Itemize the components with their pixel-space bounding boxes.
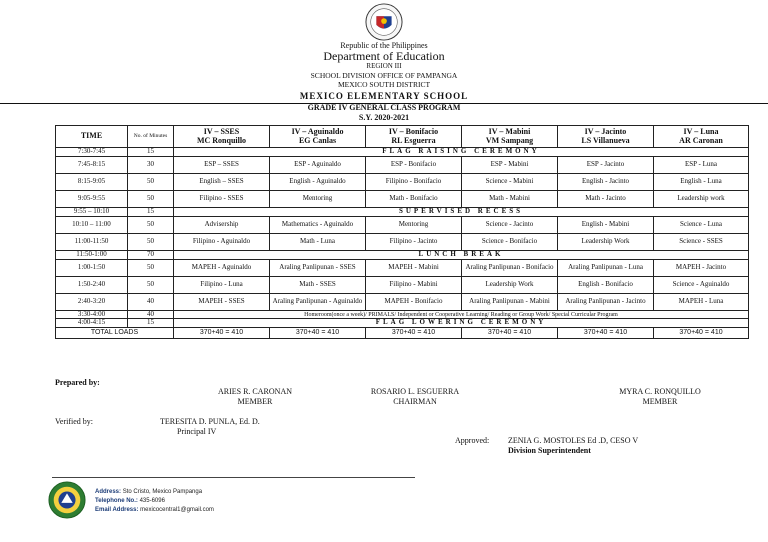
verifier-name: TERESITA D. PUNLA, Ed. D. (160, 417, 260, 426)
total-loads-row (56, 327, 749, 338)
minutes-cell: 40 (128, 294, 174, 311)
schedule-row (56, 217, 749, 234)
subject-cell: ESP - Jacinto (558, 157, 654, 174)
subject-cell: Araling Panlipunan - Luna (558, 260, 654, 277)
signatory-name: ARIES R. CARONAN (217, 387, 292, 396)
approver-role: Division Superintendent (508, 445, 591, 455)
total-load-cell: 370+40 = 410 (654, 327, 749, 338)
subject-cell: English – SSES (174, 174, 270, 191)
schedule-span-row (56, 319, 749, 327)
subject-cell: Math - Jacinto (558, 191, 654, 208)
subject-cell: MAPEH - Jacinto (654, 260, 749, 277)
subject-cell: Araling Panlipunan - Mabini (462, 294, 558, 311)
span-activity-cell: SUPERVISED RECESS (174, 208, 749, 217)
schedule-row (56, 277, 749, 294)
time-cell: 3:30-4:00 (56, 311, 128, 319)
span-activity-cell: FLAG LOWERING CEREMONY (174, 319, 749, 327)
schedule-span-row (56, 251, 749, 260)
subject-cell: Araling Panlipunan - Aguinaldo (270, 294, 366, 311)
subject-cell: Advisership (174, 217, 270, 234)
class-program-table (55, 125, 749, 339)
footer-address: Address: Sto Cristo, Mexico Pampanga (95, 489, 203, 495)
signatory-role: MEMBER (642, 396, 678, 406)
approver-block (508, 436, 638, 455)
subject-cell: Math - Luna (270, 234, 366, 251)
subject-cell: Science - Bonifacio (462, 234, 558, 251)
subject-cell: English - Luna (654, 174, 749, 191)
subject-cell: Mentoring (366, 217, 462, 234)
verifier-block (160, 417, 260, 436)
minutes-cell: 15 (128, 319, 174, 327)
time-cell: 7:30-7:45 (56, 148, 128, 157)
span-activity-cell: FLAG RAISING CEREMONY (174, 148, 749, 157)
region-label: REGION III (366, 62, 402, 70)
time-cell: 2:40-3:20 (56, 294, 128, 311)
department-title: Department of Education (323, 49, 445, 63)
schedule-row (56, 260, 749, 277)
section-header: IV – Jacinto LS Villanueva (558, 126, 654, 148)
subject-cell: Filipino - Bonifacio (366, 174, 462, 191)
time-cell: 11:50-1:00 (56, 251, 128, 260)
subject-cell: ESP - Luna (654, 157, 749, 174)
time-cell: 9:05-9:55 (56, 191, 128, 208)
total-load-cell: 370+40 = 410 (462, 327, 558, 338)
schedule-span-row (56, 311, 749, 319)
time-cell: 4:00-4:15 (56, 319, 128, 327)
subject-cell: ESP - Aguinaldo (270, 157, 366, 174)
section-header: IV – Bonifacio RL Esguerra (366, 126, 462, 148)
school-name: MEXICO ELEMENTARY SCHOOL (299, 91, 469, 101)
span-activity-cell: LUNCH BREAK (174, 251, 749, 260)
time-cell: 1:50-2:40 (56, 277, 128, 294)
subject-cell: ESP - Bonifacio (366, 157, 462, 174)
minutes-cell: 50 (128, 217, 174, 234)
subject-cell: Science - Aguinaldo (654, 277, 749, 294)
total-load-cell: 370+40 = 410 (558, 327, 654, 338)
minutes-cell: 50 (128, 174, 174, 191)
minutes-cell: 50 (128, 260, 174, 277)
schedule-row (56, 157, 749, 174)
subject-cell: Leadership Work (462, 277, 558, 294)
division-label: SCHOOL DIVISION OFFICE OF PAMPANGA (310, 71, 458, 80)
subject-cell: Math - Mabini (462, 191, 558, 208)
subject-cell: Araling Panlipunan - Jacinto (558, 294, 654, 311)
prepared-by-label: Prepared by: (55, 378, 100, 387)
time-cell: 7:45-8:15 (56, 157, 128, 174)
time-cell: 10:10 – 11:00 (56, 217, 128, 234)
subject-cell: Science - Jacinto (462, 217, 558, 234)
district-label: MEXICO SOUTH DISTRICT (337, 80, 431, 89)
total-loads-label: TOTAL LOADS (56, 327, 174, 338)
signatory-role: MEMBER (237, 396, 273, 406)
subject-cell: Science - SSES (654, 234, 749, 251)
minutes-cell: 50 (128, 234, 174, 251)
subject-cell: Filipino - Jacinto (366, 234, 462, 251)
footer-phone: Telephone No.: 435-6096 (95, 498, 165, 504)
section-header: IV – Mabini VM Sampang (462, 126, 558, 148)
time-cell: 1:00-1:50 (56, 260, 128, 277)
minutes-column-header: No. of Minutes (128, 126, 174, 148)
schedule-row (56, 234, 749, 251)
subject-cell: Science - Luna (654, 217, 749, 234)
span-activity-cell: Homeroom(once a week)/ PRIMALS/ Independent or Cooperative Learning/ Reading or Group Work/ Special Curricular Program (174, 311, 749, 319)
subject-cell: MAPEH - Aguinaldo (174, 260, 270, 277)
schedule-span-row (56, 208, 749, 217)
minutes-cell: 50 (128, 277, 174, 294)
time-cell: 9:55 – 10:10 (56, 208, 128, 217)
subject-cell: Filipino - Mabini (366, 277, 462, 294)
subject-cell: Filipino - SSES (174, 191, 270, 208)
minutes-cell: 50 (128, 191, 174, 208)
subject-cell: Araling Panlipunan - SSES (270, 260, 366, 277)
subject-cell: MAPEH - Mabini (366, 260, 462, 277)
footer-divider (52, 477, 415, 478)
deped-seal-icon (365, 3, 403, 41)
table-header-row (56, 126, 749, 148)
time-cell: 11:00-11:50 (56, 234, 128, 251)
verified-by-label: Verified by: (55, 417, 93, 426)
school-logo-icon (48, 481, 86, 519)
signatory-name: MYRA C. RONQUILLO (619, 387, 701, 396)
schedule-row (56, 174, 749, 191)
subject-cell: English - Mabini (558, 217, 654, 234)
schedule-row (56, 191, 749, 208)
subject-cell: Mentoring (270, 191, 366, 208)
subject-cell: English - Aguinaldo (270, 174, 366, 191)
signatory-role: CHAIRMAN (393, 396, 437, 406)
approved-label: Approved: (455, 436, 490, 445)
subject-cell: Science - Mabini (462, 174, 558, 191)
schedule-row (56, 294, 749, 311)
subject-cell: Araling Panlipunan - Bonifacio (462, 260, 558, 277)
signatory-member-2 (605, 387, 715, 406)
school-year: S.Y. 2020-2021 (358, 113, 410, 122)
subject-cell: English - Bonifacio (558, 277, 654, 294)
section-header: IV – SSES MC Ronquillo (174, 126, 270, 148)
total-load-cell: 370+40 = 410 (270, 327, 366, 338)
minutes-cell: 30 (128, 157, 174, 174)
subject-cell: Filipino - Aguinaldo (174, 234, 270, 251)
subject-cell: Math - SSES (270, 277, 366, 294)
republic-label: Republic of the Philippines (340, 41, 428, 50)
subject-cell: MAPEH - Luna (654, 294, 749, 311)
subject-cell: Leadership work (654, 191, 749, 208)
section-header: IV – Aguinaldo EG Canlas (270, 126, 366, 148)
signatory-member-1 (200, 387, 310, 406)
minutes-cell: 15 (128, 208, 174, 217)
approver-name: ZENIA G. MOSTOLES Ed .D, CESO V (508, 436, 639, 445)
signatory-chairman (360, 387, 470, 406)
subject-cell: Filipino - Luna (174, 277, 270, 294)
schedule-span-row (56, 148, 749, 157)
time-cell: 8:15-9:05 (56, 174, 128, 191)
total-load-cell: 370+40 = 410 (366, 327, 462, 338)
subject-cell: Mathematics - Aguinaldo (270, 217, 366, 234)
verifier-role: Principal IV (177, 426, 217, 436)
section-header: IV – Luna AR Caronan (654, 126, 749, 148)
subject-cell: English - Jacinto (558, 174, 654, 191)
minutes-cell: 70 (128, 251, 174, 260)
subject-cell: ESP - Mabini (462, 157, 558, 174)
minutes-cell: 15 (128, 148, 174, 157)
subject-cell: ESP – SSES (174, 157, 270, 174)
subject-cell: MAPEH - SSES (174, 294, 270, 311)
program-title: GRADE IV GENERAL CLASS PROGRAM (307, 103, 461, 112)
subject-cell: MAPEH - Bonifacio (366, 294, 462, 311)
subject-cell: Leadership Work (558, 234, 654, 251)
footer-email: Email Address: mexicocentral1@gmail.com (95, 507, 214, 513)
signatory-name: ROSARIO L. ESGUERRA (370, 387, 460, 396)
time-column-header: TIME (56, 126, 128, 148)
minutes-cell: 40 (128, 311, 174, 319)
subject-cell: Math - Bonifacio (366, 191, 462, 208)
total-load-cell: 370+40 = 410 (174, 327, 270, 338)
